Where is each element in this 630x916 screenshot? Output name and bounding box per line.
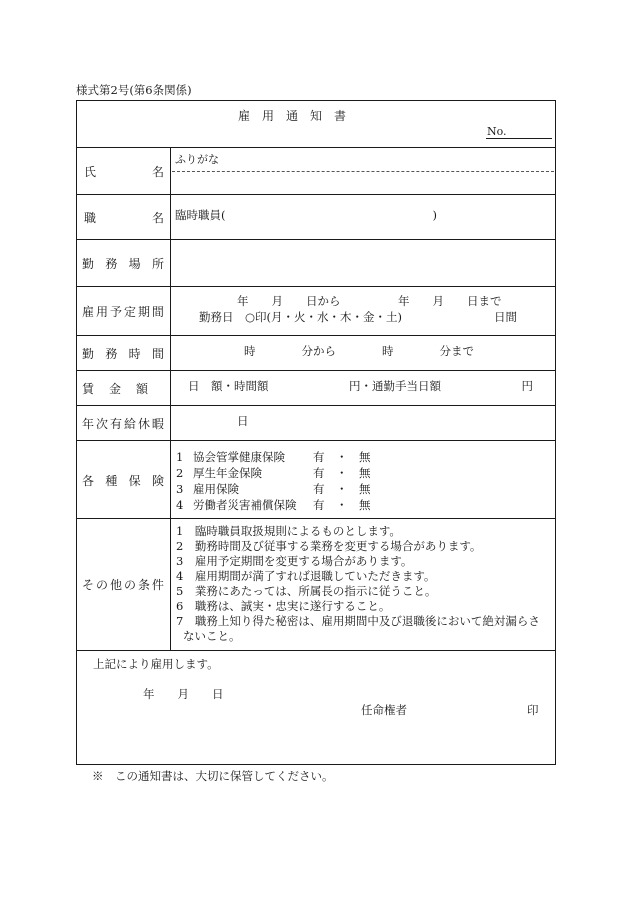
- row-divider: [76, 440, 556, 441]
- insurance-item-number: 3: [176, 482, 184, 496]
- insurance-item-number: 1: [176, 450, 184, 464]
- insurance-item-number: 2: [176, 466, 184, 480]
- employment-period-dates[interactable]: 年 月 日から 年 月 日まで: [237, 294, 502, 308]
- row-divider: [76, 194, 556, 195]
- row-divider: [76, 518, 556, 519]
- row-divider: [76, 650, 556, 651]
- appointing-authority-label: 任命権者: [361, 703, 407, 717]
- label-other-conditions: そ の 他 の 条 件: [82, 577, 164, 592]
- seal-mark: 印: [527, 703, 539, 717]
- insurance-item-name: 協会管掌健康保険: [193, 450, 285, 464]
- label-column-divider: [170, 147, 171, 650]
- label-employment-period: 雇 用 予 定 期 間: [82, 304, 164, 319]
- condition-item: 7 職務上知り得た秘密は、雇用期間中及び退職後において絶対漏らさ: [176, 614, 540, 628]
- row-divider: [76, 239, 556, 240]
- row-divider: [76, 335, 556, 336]
- form-number-label: 様式第2号(第6条関係): [76, 83, 192, 97]
- insurance-item-choice[interactable]: 有 ・ 無: [313, 498, 371, 512]
- document-number-label: No.: [487, 125, 507, 138]
- row-divider: [76, 286, 556, 287]
- condition-item: 5 業務にあたっては、所属長の指示に従うこと。: [176, 584, 437, 598]
- storage-note: ※ この通知書は、大切に保管してください。: [92, 769, 334, 783]
- job-title-value[interactable]: 臨時職員( ): [175, 208, 437, 222]
- row-divider: [76, 147, 556, 148]
- condition-item-continuation: ないこと。: [183, 629, 241, 643]
- label-insurance: 各 種 保 険: [82, 473, 164, 488]
- document-number-field[interactable]: [486, 138, 552, 139]
- furigana-label: ふりがな: [175, 153, 219, 166]
- insurance-item-choice[interactable]: 有 ・ 無: [313, 466, 371, 480]
- issue-date[interactable]: 年 月 日: [143, 687, 224, 701]
- condition-item: 2 勤務時間及び従事する業務を変更する場合があります。: [176, 539, 482, 553]
- insurance-item-name: 雇用保険: [193, 482, 239, 496]
- condition-item: 3 雇用予定期間を変更する場合があります。: [176, 554, 413, 568]
- row-divider: [76, 370, 556, 371]
- label-work-place: 勤 務 場 所: [82, 256, 164, 271]
- furigana-divider: [172, 171, 554, 172]
- wage-value[interactable]: 日 額・時間額 円・通勤手当日額 円: [188, 379, 533, 393]
- working-hours-value[interactable]: 時 分から 時 分まで: [244, 344, 474, 358]
- label-wage: 賃 金 額: [82, 381, 148, 396]
- insurance-item-choice[interactable]: 有 ・ 無: [313, 482, 371, 496]
- paid-leave-value[interactable]: 日: [237, 414, 249, 428]
- insurance-item-name: 厚生年金保険: [193, 466, 262, 480]
- insurance-item-number: 4: [176, 498, 184, 512]
- label-job-title: 職 名: [84, 210, 164, 225]
- insurance-item-choice[interactable]: 有 ・ 無: [313, 450, 371, 464]
- condition-item: 4 雇用期間が満了すれば退職していただきます。: [176, 569, 436, 583]
- row-divider: [76, 405, 556, 406]
- work-days-selection[interactable]: 勤務日 ○印(月・火・水・木・金・土) 日間: [199, 310, 518, 324]
- label-paid-leave: 年 次 有 給 休 暇: [82, 416, 164, 431]
- document-title: 雇 用 通 知 書: [238, 109, 347, 123]
- condition-item: 6 職務は、誠実・忠実に遂行すること。: [176, 599, 391, 613]
- employment-statement: 上記により雇用します。: [93, 657, 219, 671]
- label-working-hours: 勤 務 時 間: [82, 346, 164, 361]
- insurance-item-name: 労働者災害補償保険: [193, 498, 297, 512]
- name-field[interactable]: [175, 176, 550, 192]
- condition-item: 1 臨時職員取扱規則によるものとします。: [176, 524, 401, 538]
- label-name: 氏 名: [84, 164, 164, 179]
- work-place-field[interactable]: [175, 248, 550, 278]
